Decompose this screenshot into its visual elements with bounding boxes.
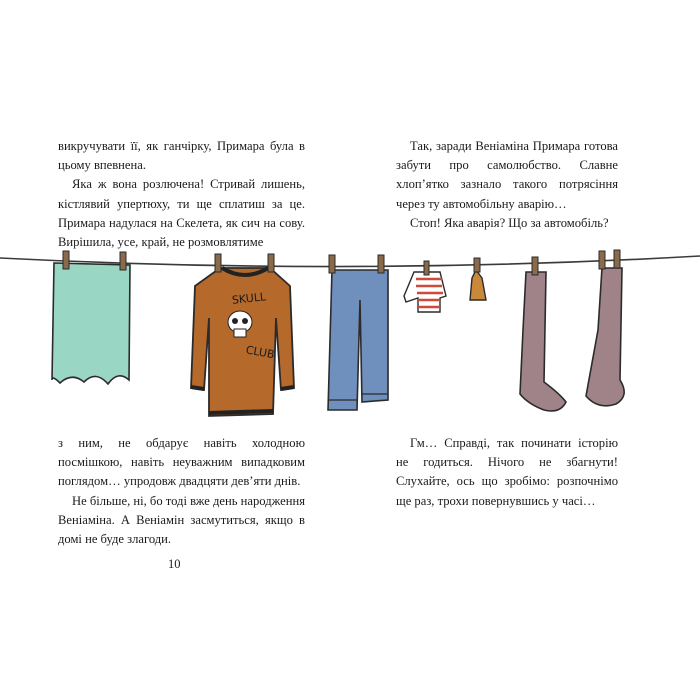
clothespin [63, 251, 69, 269]
paragraph: викручувати її, як ганчірку, Примара була в цьому впевнена. [58, 139, 305, 173]
clothespin [474, 258, 480, 272]
shirt-text-skull: SKULL [231, 290, 267, 307]
jeans [328, 255, 388, 410]
text-column-bottom-left [58, 434, 305, 549]
clothespin [614, 250, 620, 268]
paragraph: Не більше, ні, бо тоді вже день народження Веніаміна. А Веніамін засмутиться, якщо в домі не буде злагоди. [58, 493, 305, 547]
paragraph: Яка ж вона розлючена! Стривай лишень, кістлявий упертюху, ти ще сплатиш за це. Примара надулася на Скелета, як сич на сову. Вирішила, усе, край, не розмовлятиме [58, 177, 305, 250]
clothespin [329, 255, 335, 273]
clothespin [424, 261, 429, 275]
paragraph: Так, заради Веніаміна Примара готова забути про самолюбство. Славне хлоп’ятко зазнало такого потрясіння через ту автомобільну аварію… [396, 139, 618, 211]
clothespin [599, 251, 605, 269]
shirt-text-club: CLUB [244, 343, 276, 362]
paragraph: Стоп! Яка аварія? Що за автомобіль? [410, 215, 609, 230]
clothespin [120, 252, 126, 270]
towel [52, 251, 130, 384]
clothespin [378, 255, 384, 273]
paragraph: з ним, не обдарує навіть холодною посмішкою, навіть неуважним випадковим поглядом… упродовж двадцяти дев’яти днів. [58, 436, 305, 489]
page-number: 10 [168, 557, 181, 571]
clothespin [215, 254, 221, 272]
text-column-bottom-right [396, 434, 618, 511]
skull-club-shirt [191, 254, 294, 416]
clothespin [532, 257, 538, 275]
clothespin [268, 254, 274, 272]
socks [520, 250, 624, 411]
striped-shirt [404, 261, 446, 312]
paragraph: Гм… Справді, так починати історію не годиться. Нічого не збагнути! Слухайте, ось що зробімо: розпочнімо ще раз, трохи повернувшись у часі… [396, 436, 618, 508]
